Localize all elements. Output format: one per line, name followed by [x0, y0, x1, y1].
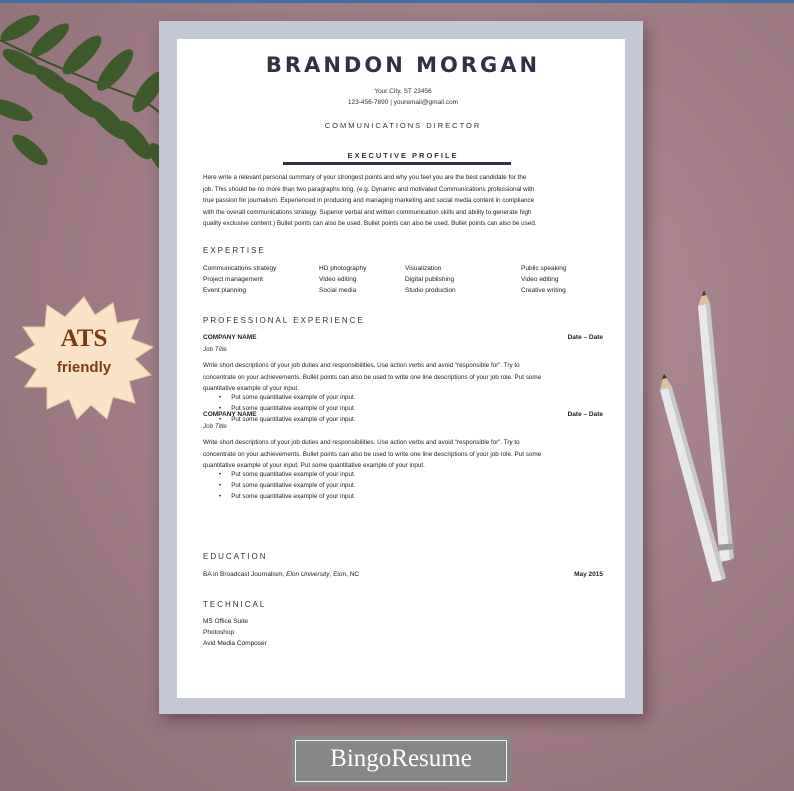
- expertise-heading: EXPERTISE: [203, 246, 266, 255]
- summary-paragraph: Here write a relevant personal summary of your strongest points and why you feel you are the best candidate for the job. This should be no more than two paragraphs long. (e.g. Dynamic and motivated Communications professional with true passion for journalism. Experienced in producing and managing marketing and social media content in compliance with the overall communications strategy. Superior verbal and written communication skills and ability to generate high quality exclusive content.) Bullet points can also be used. Bullet points can also be used. Bullet points can also be used.: [203, 174, 537, 227]
- skill: Digital publishing: [405, 276, 455, 283]
- skill: Video editing: [521, 276, 559, 283]
- job-bullet: • Put some quantitative example of your input.: [219, 482, 355, 489]
- page-border-right: [625, 21, 643, 714]
- job-header: [203, 334, 603, 341]
- executive-profile-heading: EXECUTIVE PROFILE: [347, 151, 459, 160]
- experience-heading: PROFESSIONAL EXPERIENCE: [203, 316, 365, 325]
- technical-skill: Photoshop: [203, 629, 235, 636]
- skill: Project management: [203, 276, 263, 283]
- skill: HD photography: [319, 265, 367, 272]
- technical-skill: MS Office Suite: [203, 618, 249, 625]
- pencils-image: [640, 290, 794, 590]
- job-role: COMMUNICATIONS DIRECTOR: [324, 121, 482, 130]
- job-title: Job Title: [203, 423, 227, 430]
- job-dates: Date – Date: [567, 411, 603, 418]
- skill: Event planning: [203, 287, 247, 294]
- location: , Elon, NC: [329, 571, 360, 578]
- skill: Creative writing: [521, 287, 566, 294]
- skill: Public speaking: [521, 265, 567, 272]
- ats-label: ATS: [60, 325, 108, 352]
- page-border-left: [159, 21, 177, 714]
- candidate-name: BRANDON MORGAN: [265, 53, 541, 77]
- job-description: Write short descriptions of your job duties and responsibilities. Use action verbs and avoid “responsible for”. Try to concentrate on your achievements. Bullet points can also be used to write one line descriptions of your job role. Put some quantitative example of your input. Put some quantitative example of your input.: [203, 439, 542, 469]
- skill: Visualization: [405, 265, 442, 272]
- job-bullet: • Put some quantitative example of your input.: [219, 394, 355, 401]
- ats-friendly-badge: [13, 295, 155, 421]
- address: Your City, ST 23456: [374, 88, 432, 95]
- second-job-header: [203, 411, 603, 418]
- technical-heading: TECHNICAL: [203, 600, 267, 609]
- education-heading: EDUCATION: [203, 552, 268, 561]
- degree: BA in Broadcast Journalism,: [203, 571, 287, 578]
- graduation-date: May 2015: [574, 571, 603, 578]
- phone-email: 123-456-7890 | youremail@gmail.com: [347, 99, 459, 106]
- company-name: COMPANY NAME: [203, 411, 257, 418]
- job-bullet: • Put some quantitative example of your input.: [219, 493, 355, 500]
- skill: Studio production: [405, 287, 456, 294]
- job-title: Job Title: [203, 346, 227, 353]
- resume-content: [203, 21, 603, 714]
- bingoresume-logo: [291, 736, 511, 786]
- logo-text: BingoResume: [330, 745, 472, 772]
- skill: Video editing: [319, 276, 357, 283]
- company-name: COMPANY NAME: [203, 334, 257, 341]
- starburst-shape: [13, 295, 155, 421]
- section-divider: [283, 162, 511, 165]
- school: Elon University: [286, 571, 330, 578]
- job-bullet: • Put some quantitative example of your input.: [219, 405, 355, 412]
- skill: Social media: [319, 287, 357, 294]
- job-bullet: • Put some quantitative example of your input.: [219, 471, 355, 478]
- friendly-label: friendly: [56, 359, 112, 376]
- education-entry: [203, 571, 603, 578]
- resume-page: [159, 21, 643, 714]
- job-bullet: • Put some quantitative example of your input.: [219, 416, 355, 423]
- technical-skill: Avid Media Composer: [203, 640, 267, 647]
- job-description: Write short descriptions of your job duties and responsibilities. Use action verbs and avoid “responsible for”. Try to concentrate on your achievements. Bullet points can also be used to write one line descriptions of your job role. Put some quantitative example of your input.: [203, 362, 542, 392]
- job-dates: Date – Date: [567, 334, 603, 341]
- skill: Communications strategy: [203, 265, 277, 272]
